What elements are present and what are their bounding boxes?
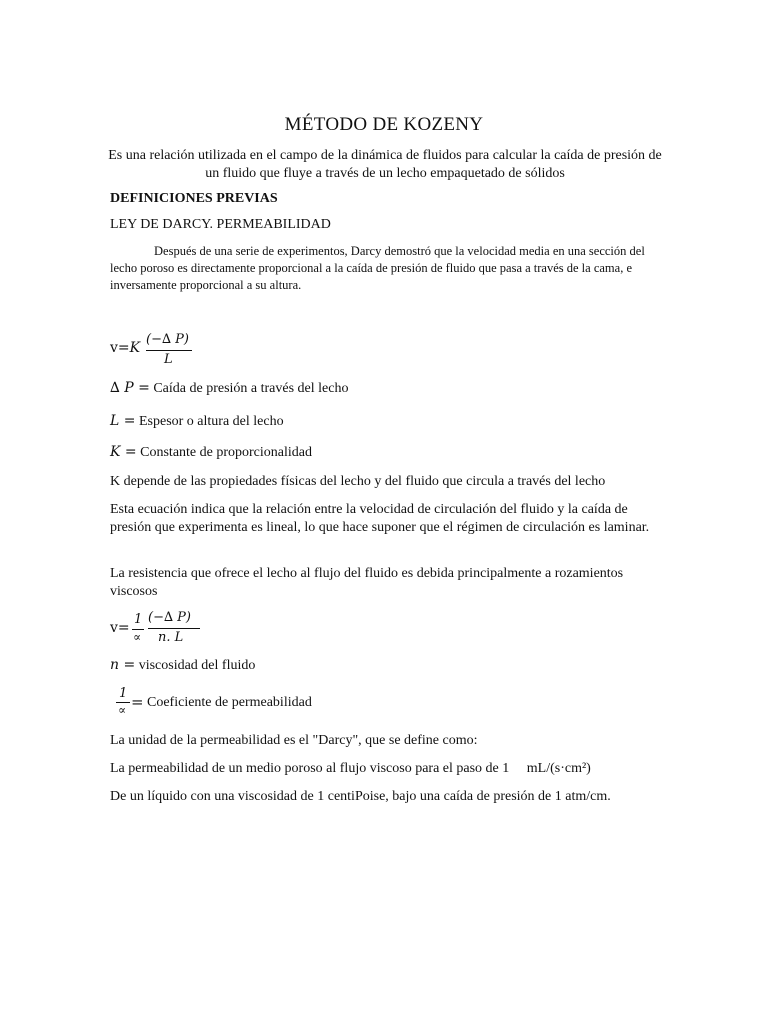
k-dependence-text: K depende de las propiedades físicas del lecho y del fluido que circula a través del lecho [110, 474, 606, 489]
definition-symbol: L = [110, 413, 136, 429]
fraction-numerator: (−∆ P) [146, 332, 189, 347]
equation-fraction [146, 332, 194, 372]
definition-permeability [116, 686, 356, 720]
definition-k [110, 444, 312, 461]
fraction-numerator: 1 [134, 612, 143, 627]
definition-l [110, 413, 284, 430]
fraction-denominator: ∝ [133, 630, 142, 644]
fraction-bar [146, 350, 192, 351]
definition-viscosity [110, 657, 255, 674]
definition-symbol: n = [110, 657, 136, 673]
coefficient-fraction [116, 686, 130, 720]
darcy-definition-line-1: La permeabilidad de un medio poroso al flujo viscoso para el paso de 1 mL/(s·cm²) [110, 761, 591, 776]
definition-symbol: ∆ P = [110, 380, 150, 396]
fraction-denominator: n. L [158, 630, 184, 645]
equation-lhs: v=K [110, 340, 141, 356]
darcy-definition-line-2: De un líquido con una viscosidad de 1 centiPoise, bajo una caída de presión de 1 atm/cm. [110, 789, 611, 804]
intro-paragraph: Es una relación utilizada en el campo de la dinámica de fluidos para calcular la caída de presión de un fluido que fluye a través de un lecho empaquetado de sólidos [108, 148, 662, 181]
darcy-unit-text: La unidad de la permeabilidad es el "Darcy", que se define como: [110, 733, 478, 748]
laminar-paragraph: Esta ecuación indica que la relación entre la velocidad de circulación del fluido y la caída de presión que experimenta es lineal, lo que hace suponer que el régimen de circulación es laminar. [110, 502, 650, 535]
darcy-equation [110, 332, 200, 372]
definition-text: viscosidad del fluido [138, 658, 256, 673]
kozeny-viscous-equation [110, 610, 210, 650]
subsection-heading: LEY DE DARCY. PERMEABILIDAD [110, 217, 331, 232]
equation-fraction [148, 610, 208, 650]
fraction-denominator: L [164, 352, 173, 367]
darcy-paragraph-text: Después de una serie de experimentos, Darcy demostró que la velocidad media en una sección del lecho poroso es directamente proporcional a la caída de presión de fluido que pasa a través de la cama, e inversamente proporcional a su altura. [110, 244, 645, 292]
definition-symbol: K = [110, 444, 137, 460]
equation-lhs: v= [110, 620, 130, 636]
definition-text: Coeficiente de permeabilidad [147, 695, 312, 710]
section-heading: DEFINICIONES PREVIAS [110, 191, 278, 206]
fraction-numerator: (−∆ P) [148, 610, 191, 625]
fraction-bar [148, 628, 200, 629]
fraction-denominator: ∝ [118, 703, 127, 717]
definition-text: Espesor o altura del lecho [138, 414, 284, 429]
resistance-paragraph: La resistencia que ofrece el lecho al flujo del fluido es debida principalmente a rozamientos viscosos [110, 566, 624, 599]
darcy-paragraph [110, 243, 660, 294]
fraction-numerator: 1 [119, 686, 128, 701]
definition-text: Caída de presión a través del lecho [153, 381, 349, 396]
equals-sign: = [131, 693, 144, 711]
coefficient-fraction [132, 612, 146, 650]
definition-text: Constante de proporcionalidad [140, 445, 312, 460]
definition-delta-p [110, 380, 348, 397]
page-title: MÉTODO DE KOZENY [284, 114, 484, 135]
